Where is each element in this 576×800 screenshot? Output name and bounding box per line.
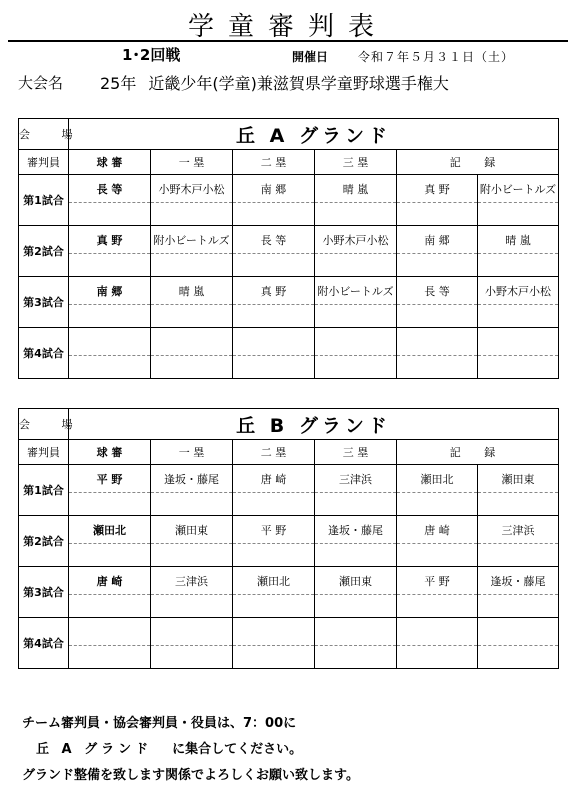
cell-first [151,328,233,356]
cell-third: 逢坂・藤尾 [315,516,397,544]
col-plate: 球 審 [69,440,151,465]
cell-third [315,618,397,646]
cell-blank [315,646,397,669]
cell-blank [315,305,397,328]
cell-blank [233,203,315,226]
cell-third: 附小ビートルズ [315,277,397,305]
venue-name: 丘 A グランド [69,119,559,150]
cell-second: 長 等 [233,226,315,254]
cell-first: 逢坂・藤尾 [151,465,233,493]
cell-blank [478,544,559,567]
cell-rec2: 晴 嵐 [478,226,559,254]
cell-blank [315,595,397,618]
game-label: 第3試合 [19,277,69,328]
footer-ground: 丘 A グランド [36,742,153,757]
cell-blank [151,203,233,226]
cell-third [315,328,397,356]
cell-rec1 [397,618,478,646]
footer-line-1: チーム審判員・協会審判員・役員は、7：00に [22,716,297,731]
col-second: 二 塁 [233,440,315,465]
cell-blank [478,646,559,669]
venue-label: 会 場 [19,119,69,150]
cell-blank [397,356,478,379]
cell-blank [478,356,559,379]
cell-blank [315,493,397,516]
cell-plate: 南 郷 [69,277,151,305]
cell-blank [151,493,233,516]
cell-blank [315,544,397,567]
cell-rec2 [478,328,559,356]
cell-blank [315,254,397,277]
col-first: 一 塁 [151,150,233,175]
cell-blank [397,595,478,618]
cell-blank [478,203,559,226]
col-second: 二 塁 [233,150,315,175]
cell-plate [69,328,151,356]
title-underline [8,40,568,42]
cell-blank [233,595,315,618]
col-first: 一 塁 [151,440,233,465]
game-label: 第2試合 [19,516,69,567]
cell-third: 三津浜 [315,465,397,493]
cell-blank [397,544,478,567]
cell-plate: 唐 崎 [69,567,151,595]
col-third: 三 塁 [315,150,397,175]
cell-second: 真 野 [233,277,315,305]
cell-second [233,618,315,646]
cell-rec1: 真 野 [397,175,478,203]
cell-blank [397,305,478,328]
venue-label: 会 場 [19,409,69,440]
game-label: 第4試合 [19,618,69,669]
cell-rec2: 逢坂・藤尾 [478,567,559,595]
cell-plate: 長 等 [69,175,151,203]
cell-blank [151,356,233,379]
cell-blank [233,254,315,277]
cell-second: 平 野 [233,516,315,544]
cell-plate: 真 野 [69,226,151,254]
meet-label: 大会名 [18,74,64,92]
cell-third: 小野木戸小松 [315,226,397,254]
cell-blank [151,305,233,328]
col-referee: 審判員 [19,440,69,465]
cell-blank [69,203,151,226]
cell-blank [315,203,397,226]
meet-name [100,71,461,94]
cell-plate [69,618,151,646]
col-referee: 審判員 [19,150,69,175]
round-label: 1･2回戦 [122,46,181,64]
cell-third: 瀬田東 [315,567,397,595]
cell-rec1: 唐 崎 [397,516,478,544]
venue-name: 丘 B グランド [69,409,559,440]
cell-second: 唐 崎 [233,465,315,493]
cell-second: 瀬田北 [233,567,315,595]
cell-blank [233,305,315,328]
held-date-label: 開催日 [292,50,329,64]
cell-first: 晴 嵐 [151,277,233,305]
cell-first: 小野木戸小松 [151,175,233,203]
cell-rec2: 小野木戸小松 [478,277,559,305]
cell-blank [69,356,151,379]
cell-first: 瀬田東 [151,516,233,544]
cell-blank [69,493,151,516]
game-label: 第3試合 [19,567,69,618]
meet-year: 25年 [100,74,137,93]
venue-table-a [18,118,559,379]
cell-blank [478,493,559,516]
cell-blank [397,646,478,669]
cell-blank [233,493,315,516]
meet-title: 近畿少年(学童)兼滋賀県学童野球選手権大 [148,74,449,93]
cell-first: 附小ビートルズ [151,226,233,254]
cell-rec1: 瀬田北 [397,465,478,493]
held-date: 令和７年５月３１日（土） [358,50,515,64]
cell-rec2 [478,618,559,646]
cell-rec1: 平 野 [397,567,478,595]
game-label: 第4試合 [19,328,69,379]
cell-blank [151,646,233,669]
cell-blank [478,254,559,277]
footer-line-2 [36,738,302,757]
cell-blank [315,356,397,379]
cell-rec2: 瀬田東 [478,465,559,493]
cell-plate: 瀬田北 [69,516,151,544]
game-label: 第1試合 [19,175,69,226]
col-record: 記 録 [397,440,559,465]
cell-blank [69,595,151,618]
cell-blank [397,203,478,226]
cell-blank [151,595,233,618]
cell-blank [478,595,559,618]
cell-blank [151,544,233,567]
cell-plate: 平 野 [69,465,151,493]
cell-rec1 [397,328,478,356]
game-label: 第1試合 [19,465,69,516]
venue-table-b [18,408,559,669]
cell-rec1: 南 郷 [397,226,478,254]
col-record: 記 録 [397,150,559,175]
cell-first: 三津浜 [151,567,233,595]
game-label: 第2試合 [19,226,69,277]
cell-blank [151,254,233,277]
cell-second: 南 郷 [233,175,315,203]
cell-blank [397,493,478,516]
cell-rec2: 三津浜 [478,516,559,544]
cell-blank [233,356,315,379]
footer-line-3: グランド整備を致します関係でよろしくお願い致します。 [22,768,359,783]
cell-blank [397,254,478,277]
cell-rec1: 長 等 [397,277,478,305]
cell-rec2: 附小ビートルズ [478,175,559,203]
cell-second [233,328,315,356]
col-third: 三 塁 [315,440,397,465]
footer-assemble: に集合してください。 [172,742,303,757]
cell-first [151,618,233,646]
cell-blank [233,646,315,669]
cell-third: 晴 嵐 [315,175,397,203]
cell-blank [478,305,559,328]
cell-blank [233,544,315,567]
cell-blank [69,254,151,277]
cell-blank [69,646,151,669]
page-title: 学童審判表 [187,12,388,42]
cell-blank [69,305,151,328]
cell-blank [69,544,151,567]
col-plate: 球 審 [69,150,151,175]
